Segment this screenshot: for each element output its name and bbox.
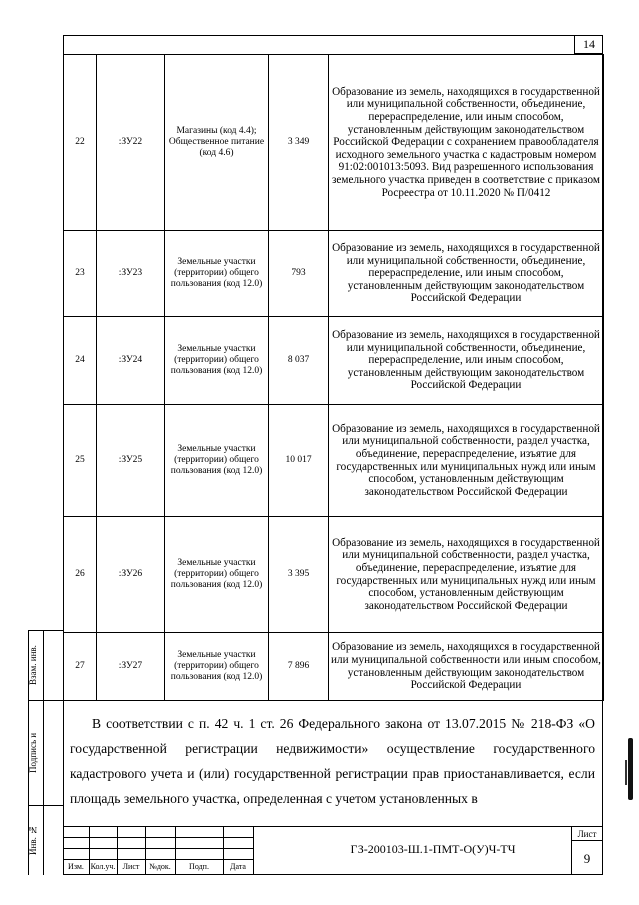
scan-mark-thin	[625, 760, 627, 785]
row-number: 26	[64, 517, 97, 633]
plot-id: :ЗУ23	[97, 231, 165, 317]
table-row	[64, 633, 604, 701]
permitted-use: Магазины (код 4.4); Общественное питание (код 4.6)	[165, 55, 269, 231]
plot-id: :ЗУ26	[97, 517, 165, 633]
hdr-data: Дата	[230, 862, 246, 871]
permitted-use: Земельные участки (территории) общего пользования (код 12.0)	[165, 633, 269, 701]
permitted-use: Земельные участки (территории) общего пользования (код 12.0)	[165, 517, 269, 633]
side-stamp	[28, 630, 63, 875]
title-block	[63, 826, 603, 875]
inv-number-label: Инв. №	[28, 824, 38, 856]
row-number: 27	[64, 633, 97, 701]
signature-label: Подпись и	[28, 732, 38, 773]
page-number: 14	[574, 35, 603, 54]
hdr-list: Лист	[122, 862, 140, 871]
body-paragraph: В соответствии с п. 42 ч. 1 ст. 26 Федерального закона от 13.07.2015 № 218-ФЗ «О государственной регистрации недвижимости» осуществление государственного кадастрового учета и (или) государственной регистрации прав приостанавливается, если площадь земельного участка, определенная с учетом установленных в	[70, 716, 595, 806]
sheet-number: 9	[583, 851, 591, 866]
sheet-label: Лист	[577, 829, 597, 839]
table-row	[64, 55, 604, 231]
vzam-inv-label: Взам. инв.	[28, 645, 38, 685]
row-number: 24	[64, 317, 97, 405]
formation-method: Образование из земель, находящихся в государственной или муниципальной собственности, объединение, перераспределение, или иным способом, установленным действующим законодательством Российской Федерации с сохранением правообладателя исходного земельного участка с кадастровым номером 91:02:001013:5093. Вид разрешенного использования земельного участка приведен в соответствие с приказом Росреестра от 10.11.2020 № П/0412	[329, 55, 604, 231]
row-number: 22	[64, 55, 97, 231]
permitted-use: Земельные участки (территории) общего пользования (код 12.0)	[165, 405, 269, 517]
permitted-use: Земельные участки (территории) общего пользования (код 12.0)	[165, 317, 269, 405]
plot-id: :ЗУ24	[97, 317, 165, 405]
plot-area: 10 017	[269, 405, 329, 517]
row-number: 23	[64, 231, 97, 317]
plot-id: :ЗУ27	[97, 633, 165, 701]
hdr-izm: Изм.	[68, 862, 84, 871]
hdr-podp: Подп.	[189, 862, 209, 871]
plot-area: 7 896	[269, 633, 329, 701]
table-row	[64, 517, 604, 633]
plot-area: 8 037	[269, 317, 329, 405]
plot-area: 793	[269, 231, 329, 317]
plot-area: 3 395	[269, 517, 329, 633]
formation-method: Образование из земель, находящихся в государственной или муниципальной собственности или иным способом, установленным действующим законодательством Российской Федерации	[329, 633, 604, 701]
formation-method: Образование из земель, находящихся в государственной или муниципальной собственности, раздел участка, объединение, перераспределение, изъятие для государственных или муниципальных нужд или иным способом, установленным действующим законодательством Российской Федерации	[329, 517, 604, 633]
plot-id: :ЗУ25	[97, 405, 165, 517]
land-plots-table	[63, 54, 604, 701]
table-row	[64, 405, 604, 517]
formation-method: Образование из земель, находящихся в государственной или муниципальной собственности, объединение, перераспределение, или иным способом, установленным действующим законодательством Российской Федерации	[329, 317, 604, 405]
hdr-ndok: №док.	[149, 862, 171, 871]
table-row	[64, 317, 604, 405]
table-row	[64, 231, 604, 317]
plot-area: 3 349	[269, 55, 329, 231]
scan-mark	[628, 738, 633, 800]
document-code: ГЗ-200103-Ш.1-ПМТ-О(У)Ч-ТЧ	[350, 842, 516, 856]
permitted-use: Земельные участки (территории) общего пользования (код 12.0)	[165, 231, 269, 317]
row-number: 25	[64, 405, 97, 517]
plot-id: :ЗУ22	[97, 55, 165, 231]
formation-method: Образование из земель, находящихся в государственной или муниципальной собственности, объединение, перераспределение, или иным способом, установленным действующим законодательством Российской Федерации	[329, 231, 604, 317]
hdr-kol-uch: Кол.уч.	[90, 862, 116, 871]
formation-method: Образование из земель, находящихся в государственной или муниципальной собственности, раздел участка, объединение, перераспределение, изъятие для государственных или муниципальных нужд или иным способом, установленным действующим законодательством Российской Федерации	[329, 405, 604, 517]
